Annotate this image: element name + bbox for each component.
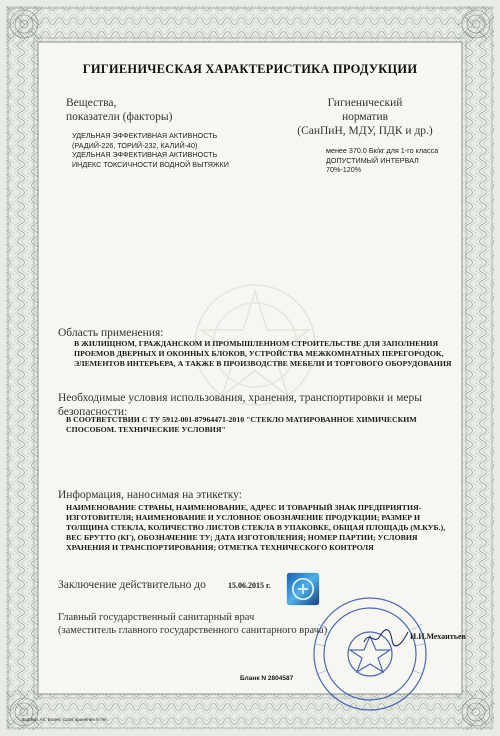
validity-date: 15.06.2015 г. bbox=[228, 581, 271, 590]
norms-list bbox=[326, 146, 438, 175]
signature-icon bbox=[362, 626, 410, 648]
indicator-item: (РАДИЙ-226, ТОРИЙ-232, КАЛИЙ-40) bbox=[72, 140, 198, 150]
scope-label: Область применения: bbox=[58, 327, 164, 339]
label-info-label: Информация, наносимая на этикетку: bbox=[58, 489, 242, 501]
validity-label: Заключение действительно до bbox=[58, 579, 206, 591]
doctor-name: И.И.Механтьев bbox=[410, 632, 466, 641]
indicator-item: УДЕЛЬНАЯ ЭФФЕКТИВНАЯ АКТИВНОСТЬ bbox=[72, 131, 218, 140]
blank-number: Бланк N 2804587 bbox=[240, 675, 294, 682]
norm-item: 70%-120% bbox=[326, 165, 362, 174]
indicators-list bbox=[72, 131, 229, 169]
footer-note: Формат А4. Бланк. Срок хранения 5 лет. bbox=[22, 717, 108, 722]
doctor-title: Главный государственный санитарный врач (заместитель главного государственного санитарного врача) bbox=[58, 612, 328, 636]
indicator-item: УДЕЛЬНАЯ ЭФФЕКТИВНАЯ АКТИВНОСТЬ bbox=[72, 150, 218, 159]
indicator-item: ИНДЕКС ТОКСИЧНОСТИ ВОДНОЙ ВЫТЯЖКИ bbox=[72, 159, 229, 169]
norm-header: Гигиенический норматив (СанПиН, МДУ, ПДК и др.) bbox=[297, 97, 433, 137]
page-title: ГИГИЕНИЧЕСКАЯ ХАРАКТЕРИСТИКА ПРОДУКЦИИ bbox=[82, 62, 418, 76]
substances-header: Вещества, показатели (факторы) bbox=[66, 97, 173, 123]
norm-item: ДОПУСТИМЫЙ ИНТЕРВАЛ bbox=[326, 155, 419, 165]
official-stamp-icon bbox=[298, 594, 463, 714]
conditions-label: Необходимые условия использования, хранения, транспортировки и меры безопасности: bbox=[58, 392, 422, 418]
conditions-text: В СООТВЕТСТВИИ С ТУ 5912-001-87964471-2010 "СТЕКЛО МАТИРОВАННОЕ ХИМИЧЕСКИМ СПОСОБОМ. ТЕХНИЧЕСКИЕ УСЛОВИЯ" bbox=[66, 415, 417, 434]
label-info-text: НАИМЕНОВАНИЕ СТРАНЫ, НАИМЕНОВАНИЕ, АДРЕС И ТОВАРНЫЙ ЗНАК ПРЕДПРИЯТИЯ- ИЗГОТОВИТЕЛЯ; НАИМЕНОВАНИЕ И УСЛОВНОЕ ОБОЗНАЧЕНИЕ ПРОДУКЦИИ; РАЗМЕР И ТОЛЩИНА СТЕКЛА, КОЛИЧЕСТВО ЛИСТОВ СТЕКЛА В УПАКОВКЕ, ОБЩАЯ ПЛОЩАДЬ (М.КУБ.), ВЕС БРУТТО (КГ), ОБОЗНАЧЕНИЕ ТУ; ДАТА ИЗГОТОВЛЕНИЯ; НОМЕР ПАРТИИ; УСЛОВИЯ ХРАНЕНИЯ И ТРАНСПОРТИРОВАНИЯ; ОТМЕТКА ТЕХНИЧЕСКОГО КОНТРОЛЯ bbox=[66, 503, 446, 552]
norm-item: менее 370.0 Бк/кг для 1-го класса bbox=[326, 146, 439, 155]
scope-text: В ЖИЛИЩНОМ, ГРАЖДАНСКОМ И ПРОМЫШЛЕННОМ СТРОИТЕЛЬСТВЕ ДЛЯ ЗАПОЛНЕНИЯ ПРОЕМОВ ДВЕРНЫХ И ОКОННЫХ БЛОКОВ, УСТРОЙСТВА МЕЖКОМНАТНЫХ ПЕРЕГОРОДОК, ЭЛЕМЕНТОВ ИНТЕРЬЕРА, А ТАКЖЕ В ПРОИЗВОДСТВЕ МЕБЕЛИ И ТОРГОВОГО ОБОРУДОВАНИЯ bbox=[74, 339, 452, 368]
